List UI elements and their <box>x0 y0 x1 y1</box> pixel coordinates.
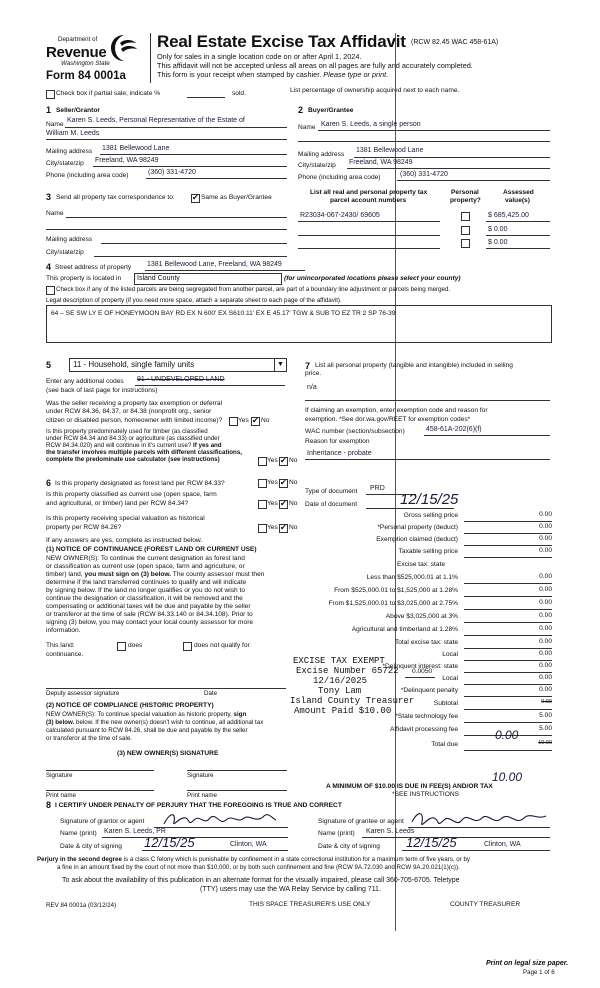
tax-row-label: Local <box>442 651 458 658</box>
buyer-city[interactable]: Freeland, WA 98249 <box>349 159 413 166</box>
rev-number: REV 84 0001a (03/12/24) <box>46 902 117 909</box>
print-name-label: Print name <box>187 792 217 799</box>
buyer-city-label: City/state/zip <box>298 162 336 169</box>
grantee-date[interactable]: 12/15/25 <box>406 835 457 850</box>
q2-yes-checkbox[interactable] <box>258 457 267 466</box>
tax-row-label: Taxable selling price <box>398 548 458 555</box>
notice1-line: NEW OWNER(S): To continue the current designation as forest land <box>46 555 245 562</box>
notice1-line: timber) land, <box>46 571 83 578</box>
perjury-line1: is a class C felony which is punishable by confinement in a state correctional institution for a maximum term of five years, or by <box>123 856 470 863</box>
buyer-mailing-label: Mailing address <box>298 151 345 158</box>
sold-label: sold. <box>232 90 246 97</box>
stamp-line6: Amount Paid $10.00 <box>294 706 392 716</box>
segregated-label: Check box if any of the listed parcels are being segregated from another parcel, are part of a boundary line adjustment or parcels being merged. <box>56 286 451 293</box>
print-name-label: Print name <box>46 792 76 799</box>
s6-q3-no-checkbox[interactable] <box>279 524 288 533</box>
s6-q2-line2: and agricultural, or timber) land per RCW 84.34? <box>46 500 189 507</box>
tax-row-value[interactable]: 5.00 <box>539 712 552 719</box>
this-land-label: This land: <box>46 642 75 649</box>
notice1-line: signing (3) below, you may contact your local county assessor for more <box>46 619 254 626</box>
notice2-line: calculated pursuant to RCW 84.26, shall be due and payable by the seller <box>46 727 248 734</box>
s6-q1: Is this property designated as forest land per RCW 84.33? <box>55 480 225 487</box>
deputy-date-label: Date <box>204 690 218 697</box>
tax-row-value[interactable]: 0.00 <box>539 586 552 593</box>
chevron-down-icon[interactable]: ▼ <box>274 359 286 371</box>
q2-yes-label: Yes <box>267 457 278 464</box>
s6-q3-line1: Is this property receiving special valuation as historical <box>46 515 205 522</box>
q2-no-label: No <box>289 457 298 464</box>
tax-row-label: Above $3,025,000 at 3% <box>385 613 458 620</box>
q1-no-label: No <box>261 417 270 424</box>
buyer-heading: Buyer/Grantee <box>308 107 354 114</box>
county-select[interactable] <box>134 273 282 285</box>
minimum-note: A MINIMUM OF $10.00 IS DUE IN FEE(S) AND/OR TAX <box>326 783 493 790</box>
tax-row-label: From $525,000.01 to $1,525,000 at 1.28% <box>334 587 458 594</box>
doc-date[interactable]: 12/15/25 <box>400 491 459 508</box>
partial-sale-label: Check box if partial sale, indicate % <box>56 90 161 97</box>
q2-bold-line2: complete the predominate use calculator (see instructions) <box>46 456 220 463</box>
q1-line3: citizen or disabled person, homeowner with limited income)? <box>46 417 223 424</box>
tax-row-value[interactable]: 0.00 <box>539 511 552 518</box>
assessed-value[interactable]: $ 685,425.00 <box>488 212 529 219</box>
s6-q3-yes: Yes <box>267 524 278 531</box>
does-not-label: does not qualify for <box>194 642 250 649</box>
signature-label: Signature <box>187 772 214 779</box>
notice2-bold: (3) below. <box>46 719 75 726</box>
s6-q1-yes-checkbox[interactable] <box>258 479 267 488</box>
tax-row-label: *Personal property (deduct) <box>377 524 458 531</box>
citation: (RCW 82.45 WAC 458-61A) <box>411 39 499 46</box>
deputy-sig-label: Deputy assessor signature <box>46 690 120 697</box>
section7-number: 7 <box>305 361 311 371</box>
tax-row-value[interactable]: 0.00 <box>539 686 552 693</box>
tax-row-label: Total excise tax: state <box>394 639 458 646</box>
located-label: This property is located in <box>46 275 122 282</box>
s7-heading-line1: List all personal property (tangible and intangible) included in selling <box>315 362 513 369</box>
use-code-select[interactable] <box>69 358 287 372</box>
street-label: Street address of property <box>55 264 132 271</box>
parcel-col2-h1: Personal <box>451 189 479 196</box>
stamp-line5: Island County Treasurer <box>290 696 415 706</box>
form-title: Real Estate Excise Tax Affidavit <box>157 32 406 51</box>
tax-row-label: *State technology fee <box>395 713 458 720</box>
corr-number: 3 <box>46 192 52 202</box>
notice1-line: information. <box>46 627 81 634</box>
perjury-bold: Perjury in the second degree <box>37 856 122 863</box>
seller-name-line2[interactable]: William M. Leeds <box>46 130 100 137</box>
notice1-line: by signing below. If the land no longer qualifies or you do not wish to <box>46 587 246 594</box>
property-number: 4 <box>46 262 52 272</box>
legal-description: 64 – SE SW LY E OF HONEYMOON BAY RD EX N 600' EX S610.11' EX E 45.17' TGW & SUB TO EZ TR 2 SP 76-39 <box>51 310 396 317</box>
personal-property-checkbox[interactable] <box>461 226 470 235</box>
q1-line1: Was the seller receiving a property tax exemption or deferral <box>46 400 223 407</box>
tax-row-value[interactable]: 0.00 <box>539 638 552 645</box>
s6-q1-yes: Yes <box>267 479 278 486</box>
tax-row-label: Agricultural and timberland at 1.28% <box>351 626 458 633</box>
tax-row-label: Exemption claimed (deduct) <box>376 536 458 543</box>
does-not-checkbox[interactable] <box>183 642 192 651</box>
form-number: Form 84 0001a <box>46 70 126 82</box>
buyer-number: 2 <box>298 105 304 115</box>
seller-heading: Seller/Grantor <box>56 107 100 114</box>
seller-name-line1[interactable]: Karen S. Leeds, Personal Representative of the Estate of <box>67 117 245 124</box>
notice1-tail: The county assessor must then <box>172 571 265 578</box>
q2-line1: Is this property predominately used for timber (as classified <box>46 428 208 435</box>
parcel-number[interactable]: R23034-067-2430/ 69605 <box>300 212 380 219</box>
exemption-line2: exemption. *See dor.wa.gov/REET for exemption codes* <box>305 416 471 423</box>
county-treasurer: COUNTY TREASURER <box>450 901 521 908</box>
notice2-sign: sign <box>233 711 247 718</box>
tax-row-label: Gross selling price <box>403 512 458 519</box>
county-note: (for unincorporated locations please select your county) <box>284 275 461 282</box>
perjury-line2: a fine in an amount fixed by the court of not more than $10,000, or by both such confinement and fine (RCW 9A.72.030 and RCW 9A.20.021(1)(c)). <box>57 864 460 871</box>
see-back-note: (see back of last page for instructions) <box>46 387 158 394</box>
tax-row-label: From $1,525,000.01 to $3,025,000 at 2.75% <box>328 600 458 607</box>
parcel-col3-h1: Assessed <box>503 189 534 196</box>
parcel-col1-h1: List all real and personal property tax <box>310 189 428 196</box>
grantor-name-label: Name (print) <box>60 830 97 837</box>
tax-row-value[interactable]: 0.00 <box>539 547 552 554</box>
grantee-signature[interactable] <box>410 808 550 832</box>
parcel-col3-h2: value(s) <box>505 197 530 204</box>
tax-row-value[interactable]: 0.00 <box>539 573 552 580</box>
partial-sale-checkbox[interactable] <box>46 90 55 99</box>
new-owner-sig-heading: (3) NEW OWNER(S) SIGNATURE <box>117 750 219 757</box>
header-line2: This affidavit will not be accepted unless all areas on all pages are fully and accurately completed. <box>157 61 473 70</box>
tax-row-value[interactable]: 0.00 <box>539 612 552 619</box>
same-as-buyer-checkbox[interactable] <box>191 194 200 203</box>
seller-phone[interactable]: (360) 331-4720 <box>148 169 196 176</box>
q2-no-checkbox[interactable] <box>279 457 288 466</box>
reason-label: Reason for exemption <box>305 438 370 445</box>
parcel-col1-h2: parcel account numbers <box>330 197 407 204</box>
buyer-name[interactable]: Karen S. Leeds, a single person <box>321 121 421 128</box>
tax-row-value[interactable]: 0.00 <box>539 625 552 632</box>
s6-q1-no: No <box>289 479 298 486</box>
use-code-value: 11 - Household, single family units <box>73 360 195 369</box>
grantee-city[interactable]: Clinton, WA <box>484 841 521 848</box>
notice1-line: continue the designation or classification, it will be removed and the <box>46 595 243 602</box>
legal-description-box[interactable] <box>46 305 552 343</box>
stamp-line3: 12/16/2025 <box>313 676 368 686</box>
tax-row-label: *Delinquent penalty <box>400 687 458 694</box>
s6-q2-line1: Is this property classified as current use (open space, farm <box>46 491 217 498</box>
local-rate[interactable]: 0.0050 <box>412 668 433 675</box>
section8-number: 8 <box>46 800 52 810</box>
header-line3: This form is your receipt when stamped by cashier. <box>157 70 322 79</box>
q2-bold-lead: If yes and <box>193 442 222 449</box>
tax-row-label: Less than $525,000.01 at 1.1% <box>366 574 458 581</box>
tax-row-label: Excise tax: state <box>396 561 445 568</box>
stamp-line1: EXCISE TAX EXEMPT <box>293 656 385 666</box>
section6-number: 6 <box>46 478 52 488</box>
section5-number: 5 <box>46 360 52 370</box>
notice2-line: NEW OWNER(S): To continue special valuation as historic property, <box>46 711 232 718</box>
sig-grantee-label: Signature of grantee or agent <box>318 818 404 825</box>
header-line3-italic: Please type or print. <box>323 70 389 79</box>
notice2-line: below. If the new owner(s) doesn't wish to continue, all additional tax <box>76 719 264 726</box>
doc-type[interactable]: PRD <box>370 485 385 492</box>
ownership-note: List percentage of ownership acquired next to each name. <box>290 87 460 94</box>
additional-codes-label: Enter any additional codes <box>46 378 124 385</box>
buyer-mailing[interactable]: 1381 Bellewood Lane <box>356 147 424 154</box>
street-address[interactable]: 1381 Bellewood Lane, Freeland, WA 98249 <box>147 261 282 268</box>
corr-heading: Send all property tax correspondence to: <box>56 194 175 201</box>
seller-number: 1 <box>46 105 52 115</box>
corr-name-label: Name <box>46 210 64 217</box>
treasurer-use: THIS SPACE TREASURER'S USE ONLY <box>249 901 371 908</box>
seller-phone-label: Phone (including area code) <box>46 172 129 179</box>
tax-row-value[interactable]: 0.00 <box>539 535 552 542</box>
grantor-name[interactable]: Karen S. Leeds, PR <box>104 828 166 835</box>
wac-number[interactable]: 458-61A-202(6)(f) <box>426 426 482 433</box>
tax-row-value[interactable]: 0.00 <box>539 599 552 606</box>
seller-mailing-label: Mailing address <box>46 148 93 155</box>
s6-q2-no-checkbox[interactable] <box>279 500 288 509</box>
assessed-value[interactable]: $ 0.00 <box>488 239 508 246</box>
stamp-line2: Excise Number 65722 <box>296 666 399 676</box>
total-handwritten: 10.00 <box>492 770 523 784</box>
notice1-line: compensating or additional taxes will be due and payable by the seller <box>46 603 251 610</box>
exemption-reason[interactable]: Inheritance - probate <box>307 450 372 457</box>
tax-row-label: Subtotal <box>433 700 458 707</box>
legal-label: Legal description of property (if you need more space, attach a separate sheet to each page of the affidavit). <box>46 297 342 304</box>
subtotal-handwritten: 0.00 <box>495 728 519 742</box>
tax-row-label: Total due <box>431 741 458 748</box>
assessed-value[interactable]: $ 0.00 <box>488 226 508 233</box>
dor-logo-icon <box>108 33 140 63</box>
s6-q2-no: No <box>289 500 298 507</box>
notice1-line: or transferor at the time of sale (RCW 84.33.140 or 84.34.108). Prior to <box>46 611 253 618</box>
personal-property-value[interactable]: n/a <box>307 384 317 391</box>
tax-row-value[interactable]: 0.00 <box>541 699 552 705</box>
seller-city[interactable]: Freeland, WA 98249 <box>95 157 159 164</box>
q1-yes-label: Yes <box>238 417 249 424</box>
q2-line3: RCW 84.34.020) and will continue in it's current use? <box>46 442 192 449</box>
sig-grantor-label: Signature of grantor or agent <box>60 818 145 825</box>
additional-codes-value[interactable]: 91 - UNDEVELOPED LAND <box>137 376 225 383</box>
wac-label: WAC number (section/subsection) <box>305 428 405 435</box>
personal-property-checkbox[interactable] <box>461 239 470 248</box>
corr-mailing-label: Mailing address <box>46 236 93 243</box>
page-number: Page 1 of 6 <box>523 969 555 976</box>
personal-property-checkbox[interactable] <box>461 212 470 221</box>
q2-bold-line1: the transfer involves multiple parcels with different classifications, <box>46 449 242 456</box>
dept-state: Washington State <box>61 60 110 67</box>
tax-row-value[interactable]: 5.00 <box>539 725 552 732</box>
continuance-label: continuance. <box>46 651 84 658</box>
buyer-phone[interactable]: (360) 331-4720 <box>400 171 448 178</box>
notice1-line: or classification as current use (open space, farm and agriculture, or <box>46 563 245 570</box>
county-value: Island County <box>137 275 180 282</box>
s6-q3-no: No <box>289 524 298 531</box>
notice1-bold: you must sign on (3) below. <box>84 571 172 578</box>
legal-paper-note: Print on legal size paper. <box>486 960 569 967</box>
tax-row-value[interactable]: 10.00 <box>538 740 552 746</box>
tax-row-label: *Delinquent interest: state <box>382 663 458 670</box>
s6-q2-yes-checkbox[interactable] <box>258 500 267 509</box>
tax-row-value[interactable]: 0.00 <box>539 523 552 530</box>
grantee-name-label: Name (print) <box>318 830 355 837</box>
certify-heading: I CERTIFY UNDER PENALTY OF PERJURY THAT THE FOREGOING IS TRUE AND CORRECT <box>55 802 342 809</box>
dept-name: Revenue <box>46 44 107 61</box>
tax-row-value[interactable]: 0.00 <box>539 674 552 681</box>
grantee-name[interactable]: Karen S. Leeds <box>366 828 415 835</box>
seller-name-label: Name <box>46 121 64 128</box>
corr-city-label: City/state/zip <box>46 249 84 256</box>
q1-no-checkbox[interactable] <box>251 417 260 426</box>
does-label: does <box>128 642 143 649</box>
signature-label: Signature <box>46 772 73 779</box>
s6-q2-yes: Yes <box>267 500 278 507</box>
exemption-line1: If claiming an exemption, enter exemption code and reason for <box>305 407 488 414</box>
notice1-line: determine if the land transferred continues to qualify and will indicate <box>46 579 247 586</box>
notice2-title: (2) NOTICE OF COMPLIANCE (HISTORIC PROPERTY) <box>46 702 214 709</box>
s6-q3-line2: property per RCW 84.26? <box>46 524 122 531</box>
s6-q1-no-checkbox[interactable] <box>279 479 288 488</box>
doc-date-label: Date of document <box>305 501 358 508</box>
notice1-title: (1) NOTICE OF CONTINUANCE (FOREST LAND OR CURRENT USE) <box>46 546 257 553</box>
buyer-phone-label: Phone (including area code) <box>298 174 381 181</box>
dept-line1: Department of <box>58 36 98 43</box>
stamp-line4: Tony Lam <box>318 686 362 696</box>
q2-line2: under RCW 84.34 and 84.33) or agriculture (as classified under <box>46 435 220 442</box>
alt-format-line2: (TTY) users may use the WA Relay Service by calling 711. <box>200 886 381 893</box>
alt-format-line1: To ask about the availability of this publication in an alternate format for the visually impaired, please call 360-705-6705. Teletype <box>62 877 460 884</box>
grantor-date-label: Date & city of signing <box>60 843 122 850</box>
seller-mailing[interactable]: 1381 Bellewood Lane <box>102 145 170 152</box>
parcel-col2-h2: property? <box>450 197 481 204</box>
segregated-checkbox[interactable] <box>46 286 55 295</box>
tax-row-value[interactable]: 0.00 <box>539 662 552 669</box>
q1-line2: under RCW 84.36, 84.37, or 84.38 (nonprofit org., senior <box>46 408 212 415</box>
if-yes-note: If any answers are yes, complete as instructed below. <box>46 537 203 544</box>
grantor-date[interactable]: 12/15/25 <box>144 835 195 850</box>
notice2-line: or transferor at the time of sale. <box>46 735 132 742</box>
buyer-name-label: Name <box>298 124 316 131</box>
grantor-city[interactable]: Clinton, WA <box>230 841 267 848</box>
s6-q3-yes-checkbox[interactable] <box>258 524 267 533</box>
does-checkbox[interactable] <box>117 642 126 651</box>
seller-city-label: City/state/zip <box>46 160 84 167</box>
doc-type-label: Type of document <box>305 488 358 495</box>
same-as-buyer-label: Same as Buyer/Grantee <box>201 194 272 201</box>
tax-row-label: Local <box>442 675 458 682</box>
q1-yes-checkbox[interactable] <box>229 417 238 426</box>
grantee-date-label: Date & city of signing <box>318 843 380 850</box>
tax-row-value[interactable]: 0.00 <box>539 650 552 657</box>
tax-row-label: Affidavit processing fee <box>389 726 458 733</box>
see-instructions: *SEE INSTRUCTIONS <box>392 791 460 798</box>
header-line1: Only for sales in a single location code on or after April 1, 2024. <box>157 52 362 61</box>
s7-heading-line2: price. <box>305 370 322 377</box>
